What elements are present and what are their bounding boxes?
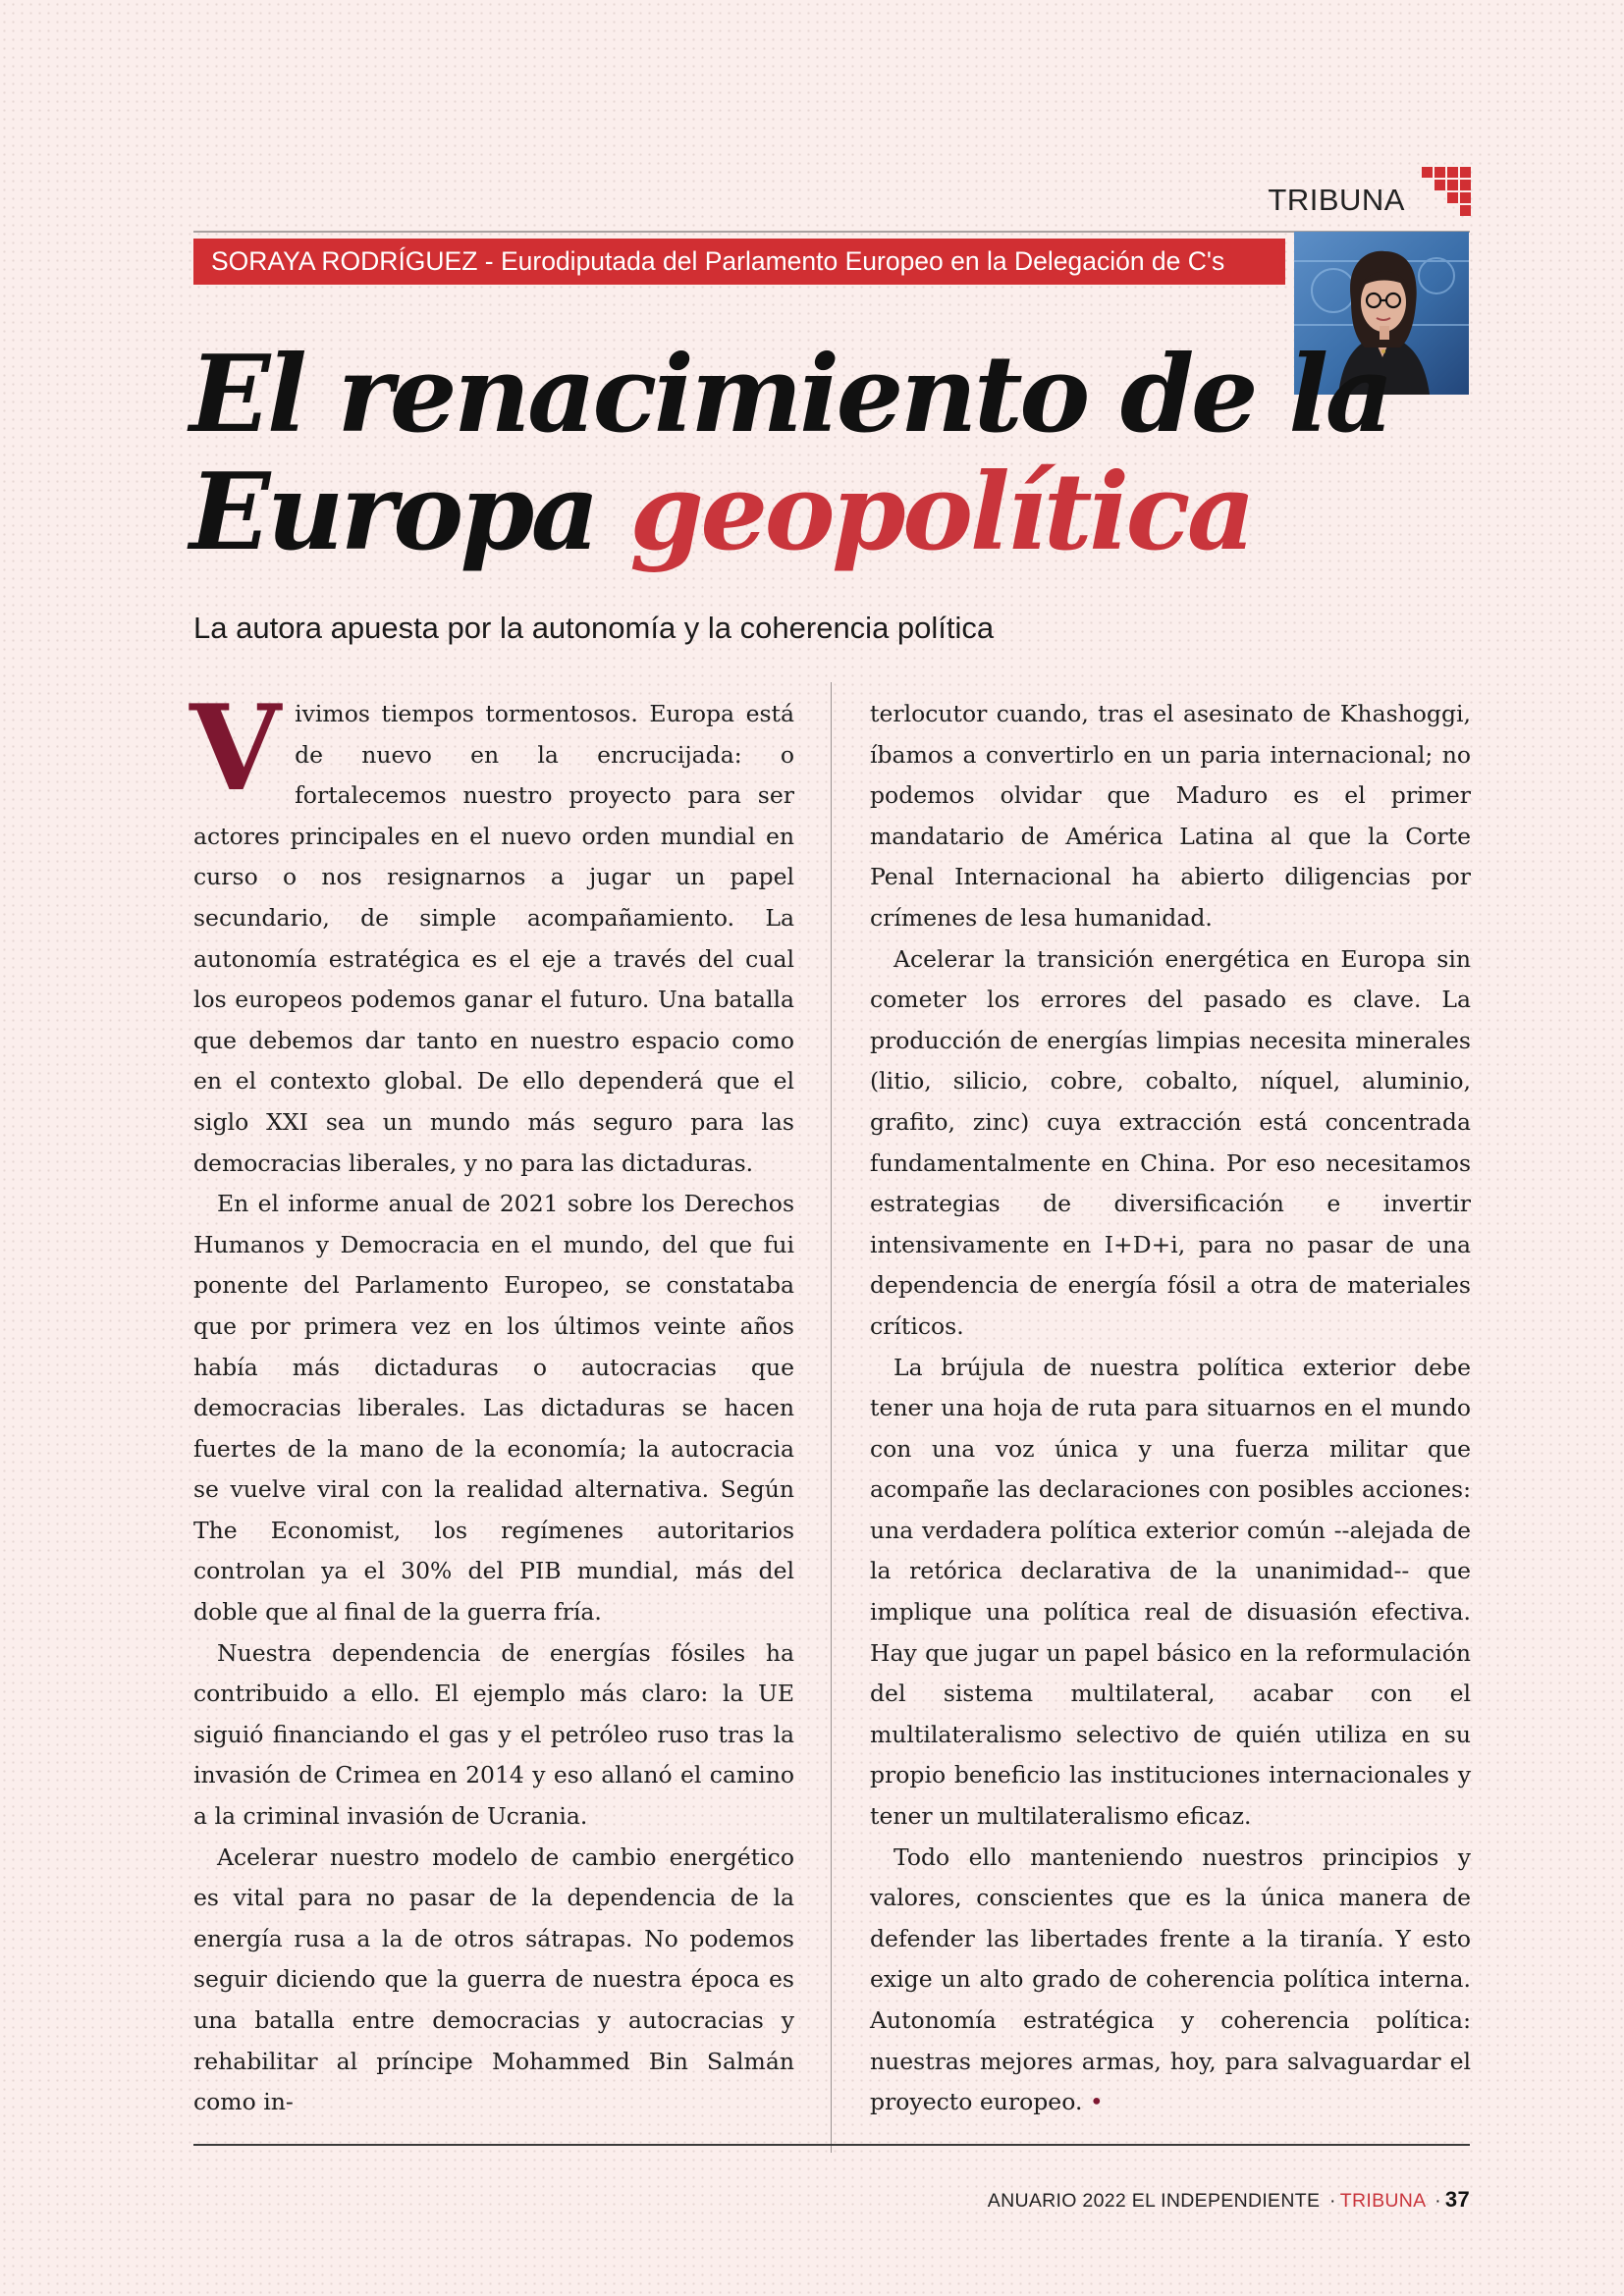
paragraph: Nuestra dependencia de energías fósiles ha contribuido a ello. El ejemplo más claro: la UE siguió financiando el gas y el petróleo ruso tras la invasión de Crimea en 2014 y eso allanó el camino a la criminal invasión de Ucrania.	[193, 1638, 794, 1831]
paragraph: La brújula de nuestra política exterior debe tener una hoja de ruta para situarnos en el mundo con una voz única y una fuerza militar que acompañe las declaraciones con posibles acciones: una verdadera política exterior común --alejada de la retórica declarativa de la unanimidad-- que implique una política real de disuasión efectiva. Hay que jugar un papel básico en la reformulación del sistema multilateral, acabar con el multilateralismo selectivo de quién utiliza en su propio beneficio las instituciones internacionales y tener un multilateralismo eficaz.	[870, 1353, 1471, 1831]
page-number: 37	[1444, 2187, 1470, 2212]
section-label: TRIBUNA	[1268, 183, 1405, 217]
footer-rule	[193, 2144, 1470, 2146]
footer-separator: ·	[1328, 2190, 1336, 2212]
tribuna-grid-icon	[1422, 167, 1471, 216]
drop-cap: V	[189, 679, 282, 818]
header-rule	[193, 231, 1470, 233]
title-line-2-plain: Europa	[189, 451, 597, 574]
title-line-2-accent: geopolítica	[629, 451, 1253, 574]
article-subtitle: La autora apuesta por la autonomía y la coherencia política	[193, 611, 995, 645]
paragraph: Todo ello manteniendo nuestros principios y valores, conscientes que es la única manera de defender las libertades frente a la tiranía. Y esto exige un alto grado de coherencia política interna. Autonomía estratégica y coherencia política: nuestras mejores armas, hoy, para salvaguardar el proyecto europeo. •	[870, 1842, 1471, 2116]
title-line-1: El renacimiento de la	[189, 333, 1391, 456]
paragraph: En el informe anual de 2021 sobre los Derechos Humanos y Democracia en el mundo, del que fui ponente del Parlamento Europeo, se constataba que por primera vez en los últimos veinte años había más dictaduras o autocracias que democracias liberales. Las dictaduras se hacen fuertes de la mano de la economía; la autocracia se vuelve viral con la realidad alternativa. Según The Economist, los regímenes autoritarios controlan ya el 30% del PIB mundial, más del doble que al final de la guerra fría.	[193, 1190, 794, 1627]
end-mark: •	[1089, 2088, 1104, 2116]
left-column	[189, 679, 794, 2123]
right-column	[870, 694, 1471, 2123]
author-byline: SORAYA RODRÍGUEZ - Eurodiputada del Parlamento Europeo en la Delegación de C's	[193, 239, 1285, 285]
footer-separator: ·	[1435, 2190, 1441, 2212]
paragraph: terlocutor cuando, tras el asesinato de Khashoggi, íbamos a convertirlo en un paria internacional; no podemos olvidar que Maduro es el primer mandatario de América Latina al que la Corte Penal Internacional ha abierto diligencias por crímenes de lesa humanidad.	[870, 700, 1471, 932]
page-footer	[988, 2187, 1470, 2213]
footer-section: TRIBUNA	[1339, 2190, 1426, 2212]
footer-publication: ANUARIO 2022 EL INDEPENDIENTE	[987, 2190, 1321, 2212]
paragraph: Acelerar la transición energética en Europa sin cometer los errores del pasado es clave. La producción de energías limpias necesita minerales (litio, silicio, cobre, cobalto, níquel, aluminio, grafito, zinc) cuya extracción está concentrada fundamentalmente en China. Por eso necesitamos estrategias de diversificación e invertir intensivamente en I+D+i, para no pasar de una dependencia de energía fósil a otra de materiales críticos.	[870, 944, 1471, 1340]
paragraph: Vivimos tiempos tormentosos. Europa está de nuevo en la encrucijada: o fortalecemos nuestro proyecto para ser actores principales en el nuevo orden mundial en curso o nos resignarnos a jugar un papel secundario, de simple acompañamiento. La autonomía estratégica es el eje a través del cual los europeos podemos ganar el futuro. Una batalla que debemos dar tanto en nuestro espacio como en el contexto global. De ello dependerá que el siglo XXI sea un mundo más seguro para las democracias liberales, y no para las dictaduras.	[189, 679, 794, 1177]
column-divider	[831, 682, 832, 2153]
article-title	[189, 333, 1391, 574]
paragraph: Acelerar nuestro modelo de cambio energético es vital para no pasar de la dependencia de la energía rusa a la de otros sátrapas. No podemos seguir diciendo que la guerra de nuestra época es una batalla entre democracias y autocracias y rehabilitar al príncipe Mohammed Bin Salmán como in-	[193, 1842, 794, 2116]
